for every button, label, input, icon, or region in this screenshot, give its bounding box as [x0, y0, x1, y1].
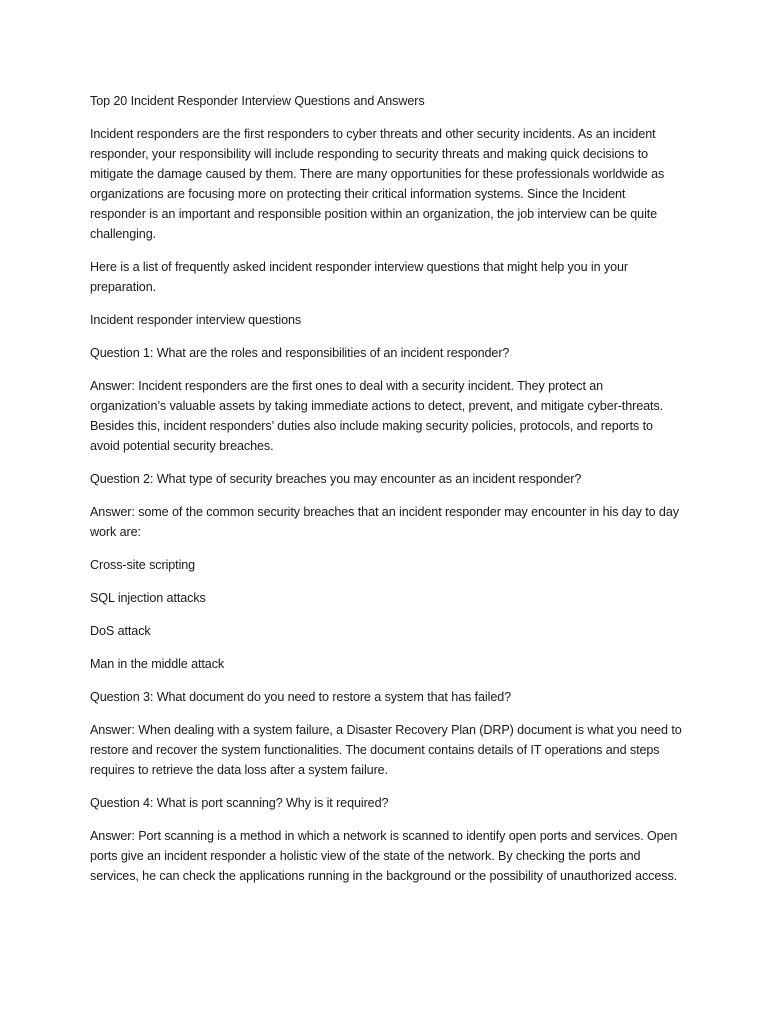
intro-paragraph: Incident responders are the first responders to cyber threats and other security incidents. As an incident responder, your responsibility will include responding to security threats and making quick decisions to mitigate the damage caused by them. There are many opportunities for these professionals worldwide as organizations are focusing more on protecting their critical information systems. Since the Incident responder is an important and responsible position within an organization, the job interview can be quite challenging. — [90, 127, 665, 241]
question-1: Question 1: What are the roles and responsibilities of an incident responder? — [90, 346, 510, 360]
section-heading: Incident responder interview questions — [90, 313, 302, 327]
breach-item-sql-injection: SQL injection attacks — [90, 591, 206, 605]
answer-3: Answer: When dealing with a system failure, a Disaster Recovery Plan (DRP) document is what you need to restore and recover the system functionalities. The document contains details of IT operations and steps requires to retrieve the data loss after a system failure. — [90, 723, 682, 777]
document-title: Top 20 Incident Responder Interview Questions and Answers — [90, 94, 425, 108]
list-intro-paragraph: Here is a list of frequently asked incident responder interview questions that might help you in your preparation. — [90, 260, 629, 294]
answer-4: Answer: Port scanning is a method in which a network is scanned to identify open ports and services. Open ports give an incident responder a holistic view of the state of the network. By checking the ports and services, he can check the applications running in the background or the possibility of unauthorized access. — [90, 829, 678, 883]
answer-2: Answer: some of the common security breaches that an incident responder may encounter in his day to day work are: — [90, 505, 679, 539]
question-4: Question 4: What is port scanning? Why is it required? — [90, 796, 389, 810]
answer-1: Answer: Incident responders are the first ones to deal with a security incident. They protect an organization’s valuable assets by taking immediate actions to detect, prevent, and mitigate cyber-threats. Besides this, incident responders’ duties also include making security policies, protocols, and reports to avoid potential security breaches. — [90, 379, 663, 453]
question-2: Question 2: What type of security breaches you may encounter as an incident responder? — [90, 472, 582, 486]
document-page — [90, 91, 682, 899]
breach-item-xss: Cross-site scripting — [90, 558, 196, 572]
breach-item-dos: DoS attack — [90, 624, 151, 638]
question-3: Question 3: What document do you need to restore a system that has failed? — [90, 690, 512, 704]
breach-item-mitm: Man in the middle attack — [90, 657, 225, 671]
